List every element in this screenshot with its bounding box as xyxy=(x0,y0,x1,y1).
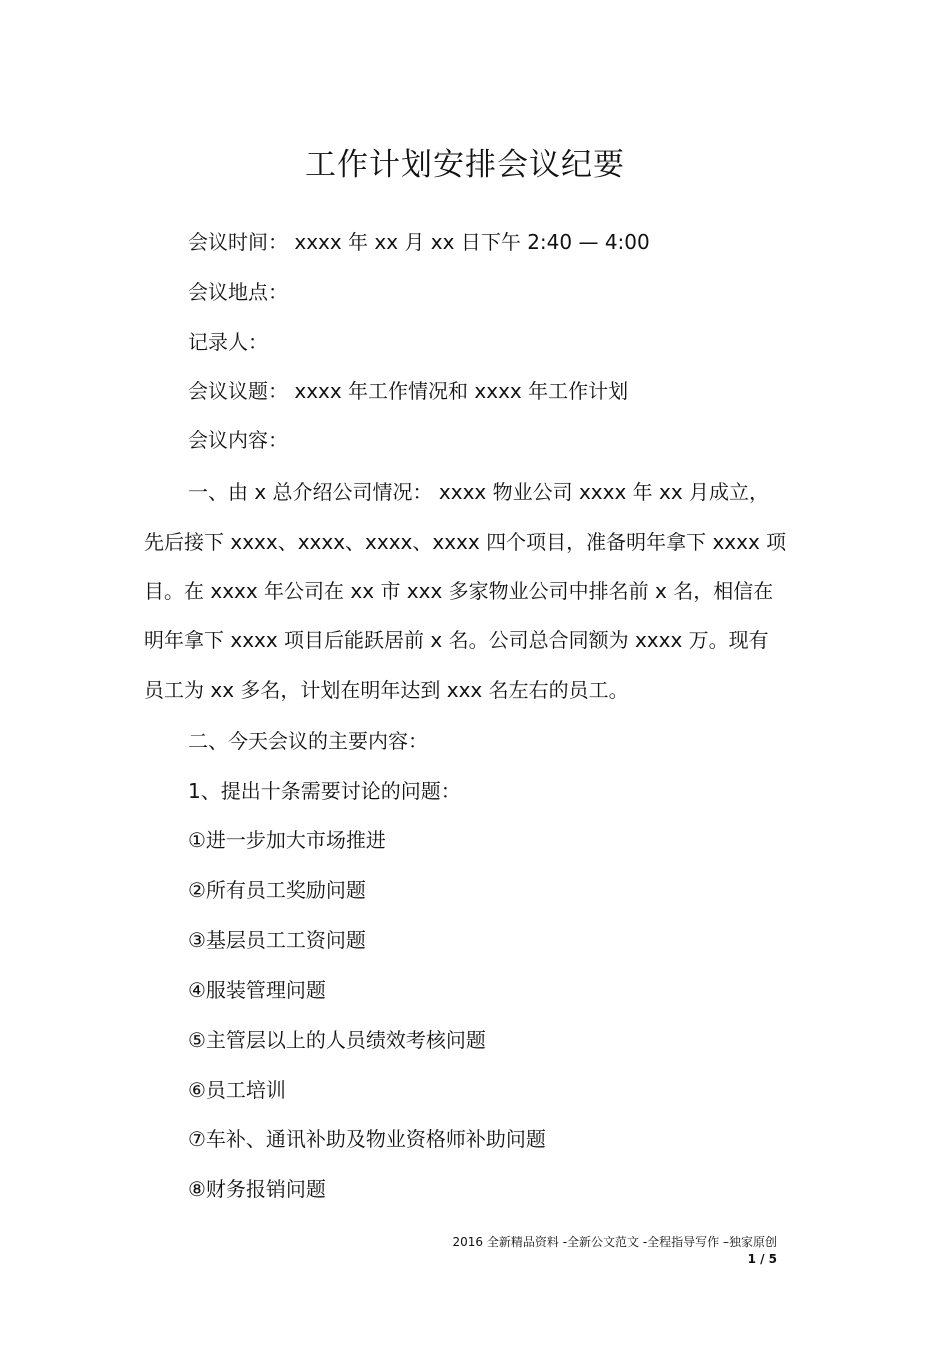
subsection1-heading: 1、提出十条需要讨论的问题： xyxy=(188,779,461,803)
paragraph-line: 一、由 x 总介绍公司情况： xxxx 物业公司 xxxx 年 xx 月成立， xyxy=(188,480,770,504)
meeting-topic: 会议议题： xxxx 年工作情况和 xxxx 年工作计划 xyxy=(188,379,629,403)
list-item: ②所有员工奖励问题 xyxy=(188,878,366,902)
section2-heading: 二、今天会议的主要内容： xyxy=(188,729,428,753)
list-item: ⑤主管层以上的人员绩效考核问题 xyxy=(188,1028,486,1052)
meeting-time: 会议时间： xxxx 年 xx 月 xx 日下午 2:40 — 4:00 xyxy=(188,230,650,254)
list-item: ①进一步加大市场推进 xyxy=(188,828,386,852)
paragraph-line: 目。在 xxxx 年公司在 xx 市 xxx 多家物业公司中排名前 x 名，相信在 xyxy=(144,579,774,603)
footer-text: 2016 全新精品资料 -全新公文范文 -全程指导写作 –独家原创 xyxy=(452,1235,777,1249)
page-title: 工作计划安排会议纪要 xyxy=(305,146,625,183)
page-number: 1 / 5 xyxy=(747,1252,777,1266)
paragraph-line: 先后接下 xxxx、xxxx、xxxx、xxxx 四个项目，准备明年拿下 xxxx 项 xyxy=(144,530,787,554)
list-item: ④服装管理问题 xyxy=(188,978,326,1002)
list-item: ⑦车补、通讯补助及物业资格师补助问题 xyxy=(188,1127,546,1151)
list-item: ⑥员工培训 xyxy=(188,1078,286,1102)
list-item: ⑧财务报销问题 xyxy=(188,1177,326,1201)
meeting-place: 会议地点： xyxy=(188,280,288,304)
list-item: ③基层员工工资问题 xyxy=(188,928,366,952)
meeting-content-label: 会议内容： xyxy=(188,428,288,452)
paragraph-line: 员工为 xx 多名，计划在明年达到 xxx 名左右的员工。 xyxy=(144,678,629,702)
recorder: 记录人： xyxy=(188,330,268,354)
paragraph-line: 明年拿下 xxxx 项目后能跃居前 x 名。公司总合同额为 xxxx 万。现有 xyxy=(144,628,769,652)
